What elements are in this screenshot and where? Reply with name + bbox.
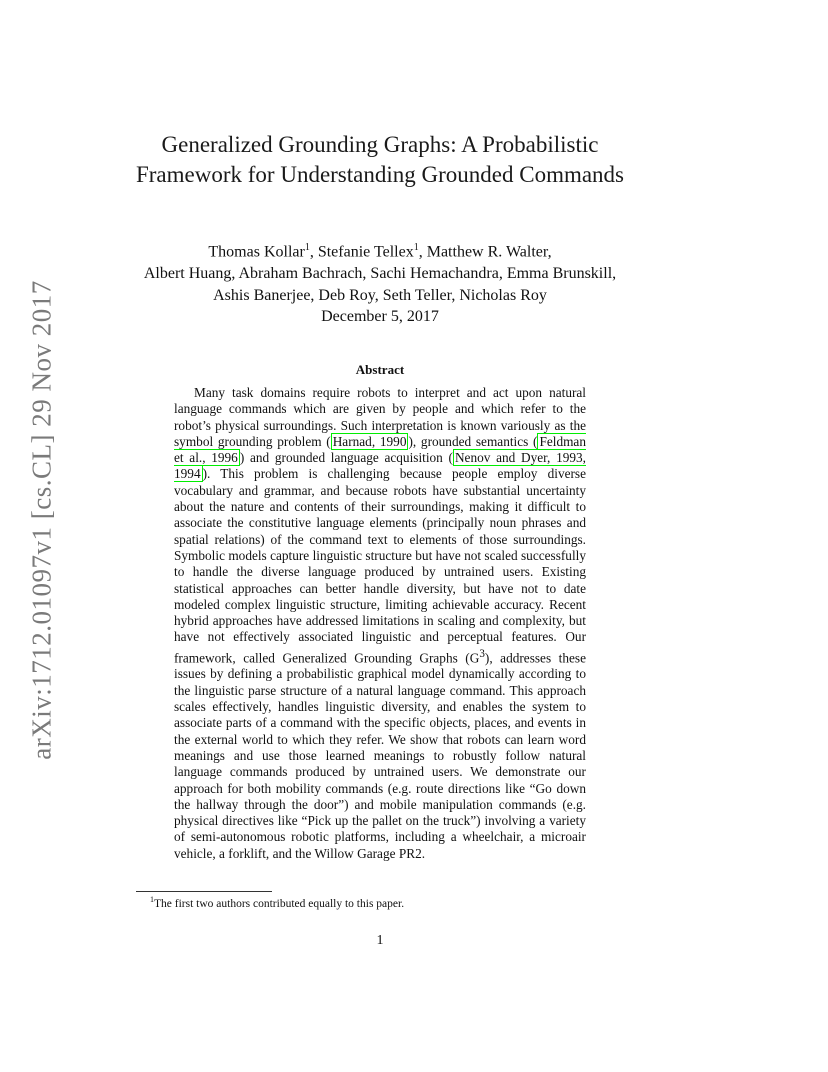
author-kollar: Thomas Kollar [208, 243, 305, 261]
abstract-body [174, 385, 586, 862]
abstract-text: ) and grounded language acquisition ( [239, 450, 453, 466]
page-number: 1 [376, 933, 384, 948]
abstract-text: ). This problem is challenging because people employ diverse vocabulary and grammar, and because robots have substantial uncertainty about the nature and contents of their surroundings, making it difficult to associate the constitutive language elements (principally noun phrases and spatial relations) of the command text to elements of those surroundings. Symbolic models capture linguistic structure but have not scaled successfully to handle the diverse language produced by untrained users. Existing statistical approaches can better handle diversity, but have not to date modeled complex linguistic structure, limiting achievable accuracy. Recent hybrid approaches have addressed limitations in scaling and complexity, but have not effectively associated linguistic and perceptual features. Our framework, called Generalized Grounding Graphs (G [174, 466, 586, 666]
author-line-3: Ashis Banerjee, Deb Roy, Seth Teller, Nicholas Roy [213, 287, 547, 305]
abstract-paragraph [174, 385, 586, 862]
citation-link-feldman[interactable]: Feldman et al., 1996 [174, 433, 586, 466]
abstract-text: ), grounded semantics ( [408, 433, 538, 449]
citation-link-harnad[interactable]: Harnad, 1990 [332, 433, 407, 449]
author-list [110, 237, 650, 307]
abstract-text: ), addresses these issues by defining a probabilistic graphical model dynamically according to the linguistic parse structure of a natural language command. This approach scales effectively, handles linguistic diversity, and enables the system to associate parts of a command with the specific objects, places, and events in the external world to which they refer. We show that robots can learn word meanings and use those learned meanings to robustly follow natural language commands produced by untrained users. We demonstrate our approach for both mobility commands (e.g. route directions like “Go down the hallway through the door”) and mobile manipulation commands (e.g. physical directives like “Pick up the pallet on the truck”) involving a variety of semi-autonomous robotic platforms, including a wheelchair, a microair vehicle, a forklift, and the Willow Garage PR2. [174, 650, 586, 861]
author-tellex: , Stefanie Tellex [309, 243, 414, 261]
footnote-number: 1 [150, 895, 154, 904]
paper-date: December 5, 2017 [321, 308, 439, 325]
footnote-divider [136, 891, 272, 892]
author-line-1-rest: , Matthew R. Walter, [418, 243, 552, 261]
author-line-2: Albert Huang, Abraham Bachrach, Sachi Hemachandra, Emma Brunskill, [143, 265, 617, 283]
abstract-heading: Abstract [355, 362, 405, 377]
abstract-text: Many task domains require robots to interpret and act upon natural language commands which are given by people and which refer to the robot’s physical surroundings. Such interpretation is known variously as the symbol grounding problem ( [174, 385, 586, 449]
paper-title: Generalized Grounding Graphs: A Probabilistic Framework for Understanding Grounded Commands [135, 132, 625, 187]
footnote-mark: 1 [304, 242, 310, 253]
footnote-text: The first two authors contributed equally to this paper. [154, 897, 405, 910]
arxiv-identifier-text: arXiv:1712.01097v1 [cs.CL] 29 Nov 2017 [26, 280, 57, 760]
arxiv-identifier-stamp [16, 270, 68, 770]
citation-link-nenov-dyer[interactable]: Nenov and Dyer, 1993, 1994 [174, 450, 586, 482]
g3-superscript: 3 [479, 647, 485, 660]
author-line-1 [110, 237, 650, 263]
footnote-mark: 1 [413, 242, 419, 253]
footnote [150, 895, 600, 910]
